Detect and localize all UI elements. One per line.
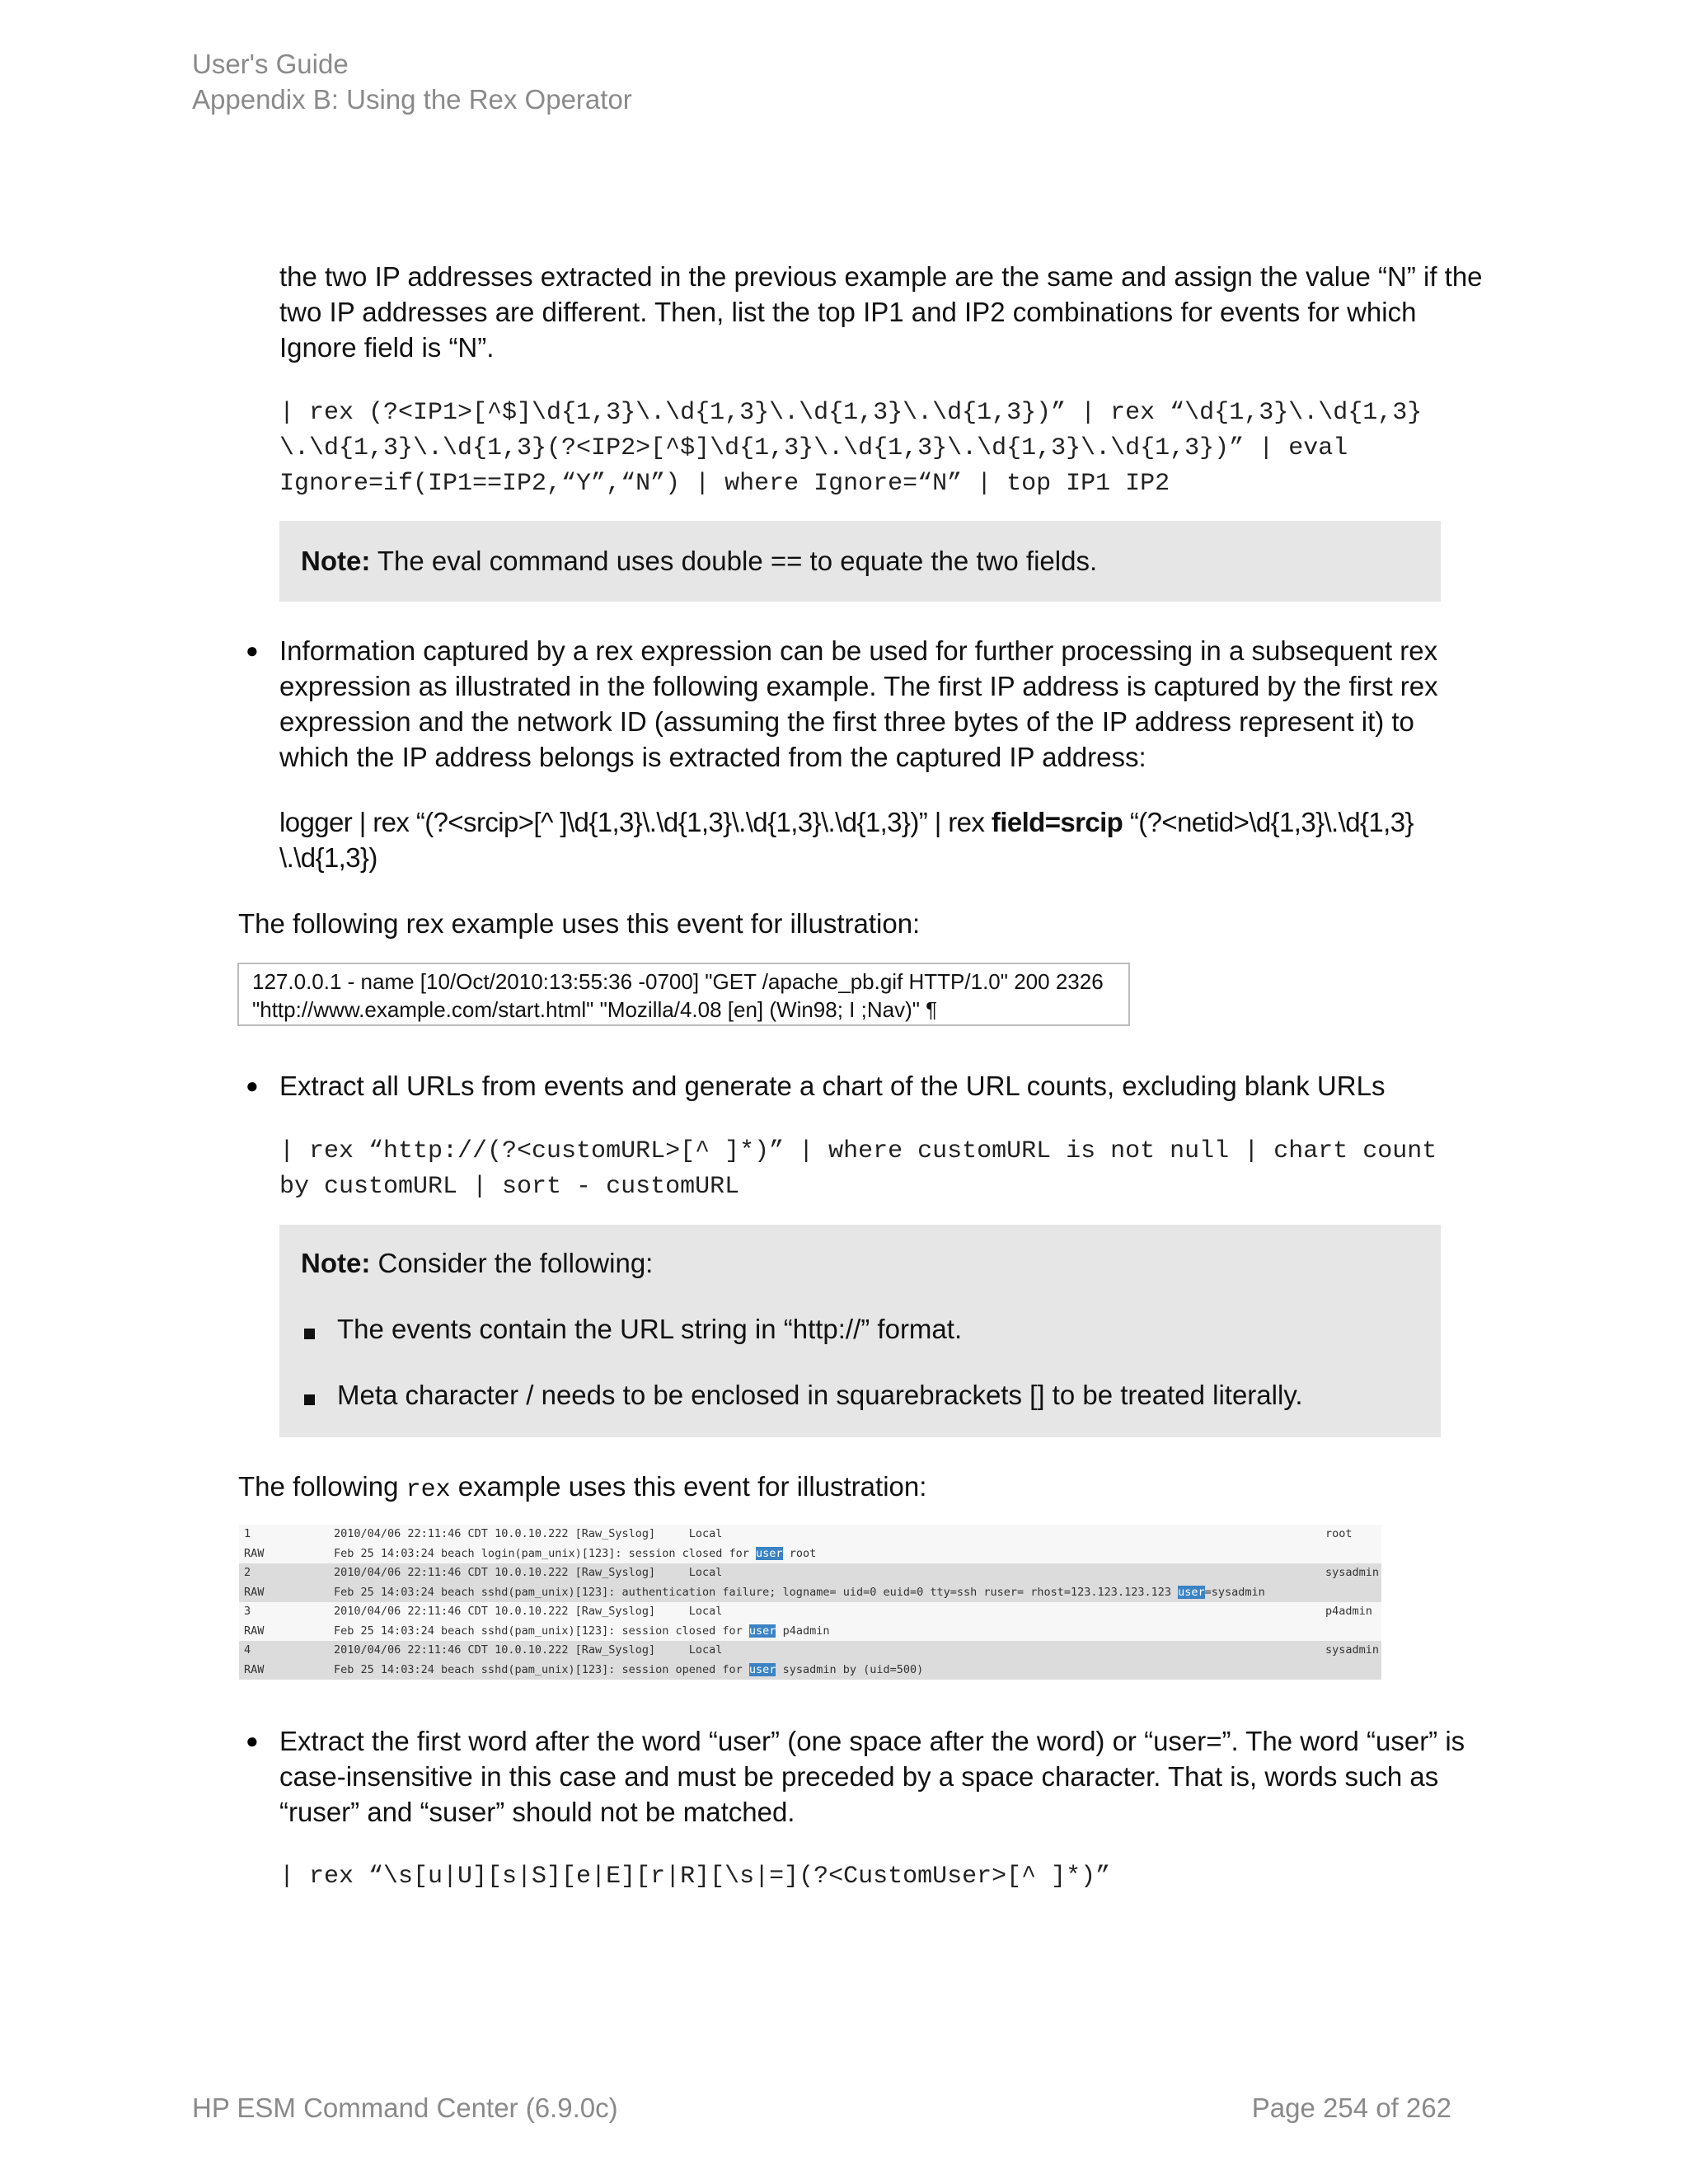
table-row (239, 1602, 1381, 1622)
square-bullet-icon (304, 1329, 315, 1339)
text-line: Information captured by a rex expression can be used for further processing in a subsequent rex (279, 635, 1438, 666)
note-list-item: Meta character / needs to be enclosed in squarebrackets [] to be treated literally. (337, 1380, 1303, 1410)
event-table-screenshot (239, 1525, 1381, 1682)
text-line: \.\d{1,3}) (279, 842, 377, 873)
raw-text: p4admin (776, 1624, 830, 1638)
footer-page-number: Page 254 of 262 (1251, 2093, 1451, 2123)
running-header (192, 46, 632, 117)
highlight: user (748, 1662, 776, 1676)
row-user: sysadmin (1325, 1643, 1380, 1657)
code-line: Ignore=if(IP1==IP2,“Y”,“N”) | where Ignore=“N” | top IP1 IP2 (279, 470, 1170, 498)
note-list-item: The events contain the URL string in “http://” format. (337, 1314, 963, 1344)
bullet-icon: ● (246, 1728, 259, 1753)
bullet-paragraph-capture (279, 633, 1438, 775)
square-bullet-icon (304, 1394, 315, 1405)
example-intro-1: The following rex example uses this event for illustration: (238, 908, 921, 939)
intro-paragraph (279, 259, 1483, 365)
note-text (301, 543, 1097, 579)
text-line (279, 804, 1414, 840)
row-id: RAW (244, 1546, 265, 1560)
row-id: 4 (244, 1643, 251, 1657)
text-line: case-insensitive in this case and must be preceded by a space character. That is, words such as (279, 1761, 1439, 1792)
row-id: 1 (244, 1527, 251, 1540)
table-row (239, 1583, 1381, 1603)
table-row (239, 1641, 1381, 1661)
event-line: 127.0.0.1 - name [10/Oct/2010:13:55:36 -0700] "GET /apache_pb.gif HTTP/1.0" 200 2326 (252, 969, 1104, 994)
table-row (239, 1563, 1381, 1583)
footer-product: HP ESM Command Center (6.9.0c) (192, 2093, 618, 2123)
table-row (239, 1525, 1381, 1544)
row-id: 3 (244, 1605, 251, 1618)
logger-post: “(?<netid>\d{1,3}\.\d{1,3} (1123, 807, 1414, 837)
row-summary: 2010/04/06 22:11:46 CDT 10.0.10.222 [Raw_Syslog] Local (334, 1527, 723, 1540)
bullet-paragraph-urls: Extract all URLs from events and generate a chart of the URL counts, excluding blank URLs (279, 1071, 1386, 1101)
code-line: \.\d{1,3}\.\d{1,3}(?<IP2>[^$]\d{1,3}\.\d{1,3}\.\d{1,3}\.\d{1,3})” | eval (279, 434, 1348, 462)
raw-text: sysadmin by (uid=500) (776, 1662, 924, 1676)
row-user: root (1325, 1527, 1353, 1540)
raw-text: =sysadmin (1204, 1585, 1265, 1599)
text-line: “ruser” and “suser” should not be matched. (279, 1797, 795, 1827)
row-summary: 2010/04/06 22:11:46 CDT 10.0.10.222 [Raw_Syslog] Local (334, 1605, 723, 1618)
row-summary: 2010/04/06 22:11:46 CDT 10.0.10.222 [Raw_Syslog] Local (334, 1643, 723, 1657)
note-box-consider (279, 1225, 1441, 1437)
row-id: RAW (244, 1662, 265, 1676)
code-line: | rex (?<IP1>[^$]\d{1,3}\.\d{1,3}\.\d{1,3}\.\d{1,3})” | rex “\d{1,3}\.\d{1,3} (279, 399, 1423, 427)
raw-text: Feb 25 14:03:24 beach sshd(pam_unix)[123]: authentication failure; logname= uid=0 euid=0 tty=ssh ruser= rhost=123.123.123.123 (334, 1585, 1179, 1599)
row-user: sysadmin (1325, 1566, 1380, 1579)
text-line: which the IP address belongs is extracted from the captured IP address: (279, 742, 1146, 772)
row-raw (334, 1663, 923, 1676)
row-raw (334, 1547, 816, 1560)
text-line: Ignore field is “N”. (279, 332, 495, 363)
row-summary: 2010/04/06 22:11:46 CDT 10.0.10.222 [Raw_Syslog] Local (334, 1566, 723, 1579)
highlight: user (1178, 1585, 1205, 1599)
row-raw (334, 1624, 829, 1638)
row-raw (334, 1586, 1265, 1599)
bullet-paragraph-user (279, 1723, 1465, 1830)
guide-title: User's Guide (192, 49, 349, 79)
event-screenshot-apache (237, 963, 1130, 1026)
row-id: RAW (244, 1585, 265, 1599)
code-line: by customURL | sort - customURL (279, 1173, 740, 1201)
raw-text: Feb 25 14:03:24 beach login(pam_unix)[123]: session closed for (334, 1546, 757, 1560)
row-user: p4admin (1325, 1605, 1372, 1618)
text-line: two IP addresses are different. Then, list the top IP1 and IP2 combinations for events for which (279, 297, 1417, 327)
text-line: expression as illustrated in the following example. The first IP address is captured by the first rex (279, 671, 1438, 701)
row-id: 2 (244, 1566, 251, 1579)
logger-pre: logger | rex “(?<srcip>[^ ]\d{1,3}\.\d{1,3}\.\d{1,3}\.\d{1,3})” | rex (279, 807, 992, 837)
chapter-title: Appendix B: Using the Rex Operator (192, 84, 632, 115)
text-segment: The following (238, 1471, 406, 1502)
note-label: Note: (301, 546, 371, 576)
code-line: | rex “http://(?<customURL>[^ ]*)” | where customURL is not null | chart count (279, 1137, 1437, 1165)
highlight: user (748, 1624, 776, 1638)
note-body: The eval command uses double == to equate the two fields. (370, 546, 1098, 576)
raw-text: root (782, 1546, 817, 1560)
logger-field: field=srcip (991, 807, 1123, 837)
text-segment: example uses this event for illustration: (450, 1471, 927, 1502)
note-text (301, 1245, 653, 1281)
raw-text: Feb 25 14:03:24 beach sshd(pam_unix)[123]: session closed for (334, 1624, 749, 1638)
table-row (239, 1544, 1381, 1564)
highlight: user (756, 1546, 783, 1560)
event-line: "http://www.example.com/start.html" "Mozilla/4.08 [en] (Win98; I ;Nav)" ¶ (252, 997, 938, 1022)
text-line: expression and the network ID (assuming the first three bytes of the IP address represent it) to (279, 706, 1414, 737)
table-row (239, 1661, 1381, 1680)
note-body: Consider the following: (370, 1248, 654, 1278)
raw-text: Feb 25 14:03:24 beach sshd(pam_unix)[123]: session opened for (334, 1662, 749, 1676)
bullet-icon: ● (246, 638, 259, 663)
logger-command (279, 804, 1414, 875)
inline-code: rex (406, 1476, 451, 1504)
note-box-eval (279, 521, 1441, 602)
bullet-icon: ● (246, 1073, 259, 1098)
code-block-urls (279, 1134, 1437, 1205)
row-id: RAW (244, 1624, 265, 1638)
code-block-user: | rex “\s[u|U][s|S][e|E][r|R][\s|=](?<CustomUser>[^ ]*)” (279, 1863, 1111, 1891)
code-block-ip-compare (279, 396, 1422, 502)
note-label: Note: (301, 1248, 371, 1278)
text-line: Extract the first word after the word “user” (one space after the word) or “user=”. The word “user” is (279, 1726, 1465, 1756)
text-line: the two IP addresses extracted in the previous example are the same and assign the value “N” if the (279, 261, 1483, 292)
example-intro-2 (238, 1469, 926, 1508)
table-row (239, 1622, 1381, 1642)
